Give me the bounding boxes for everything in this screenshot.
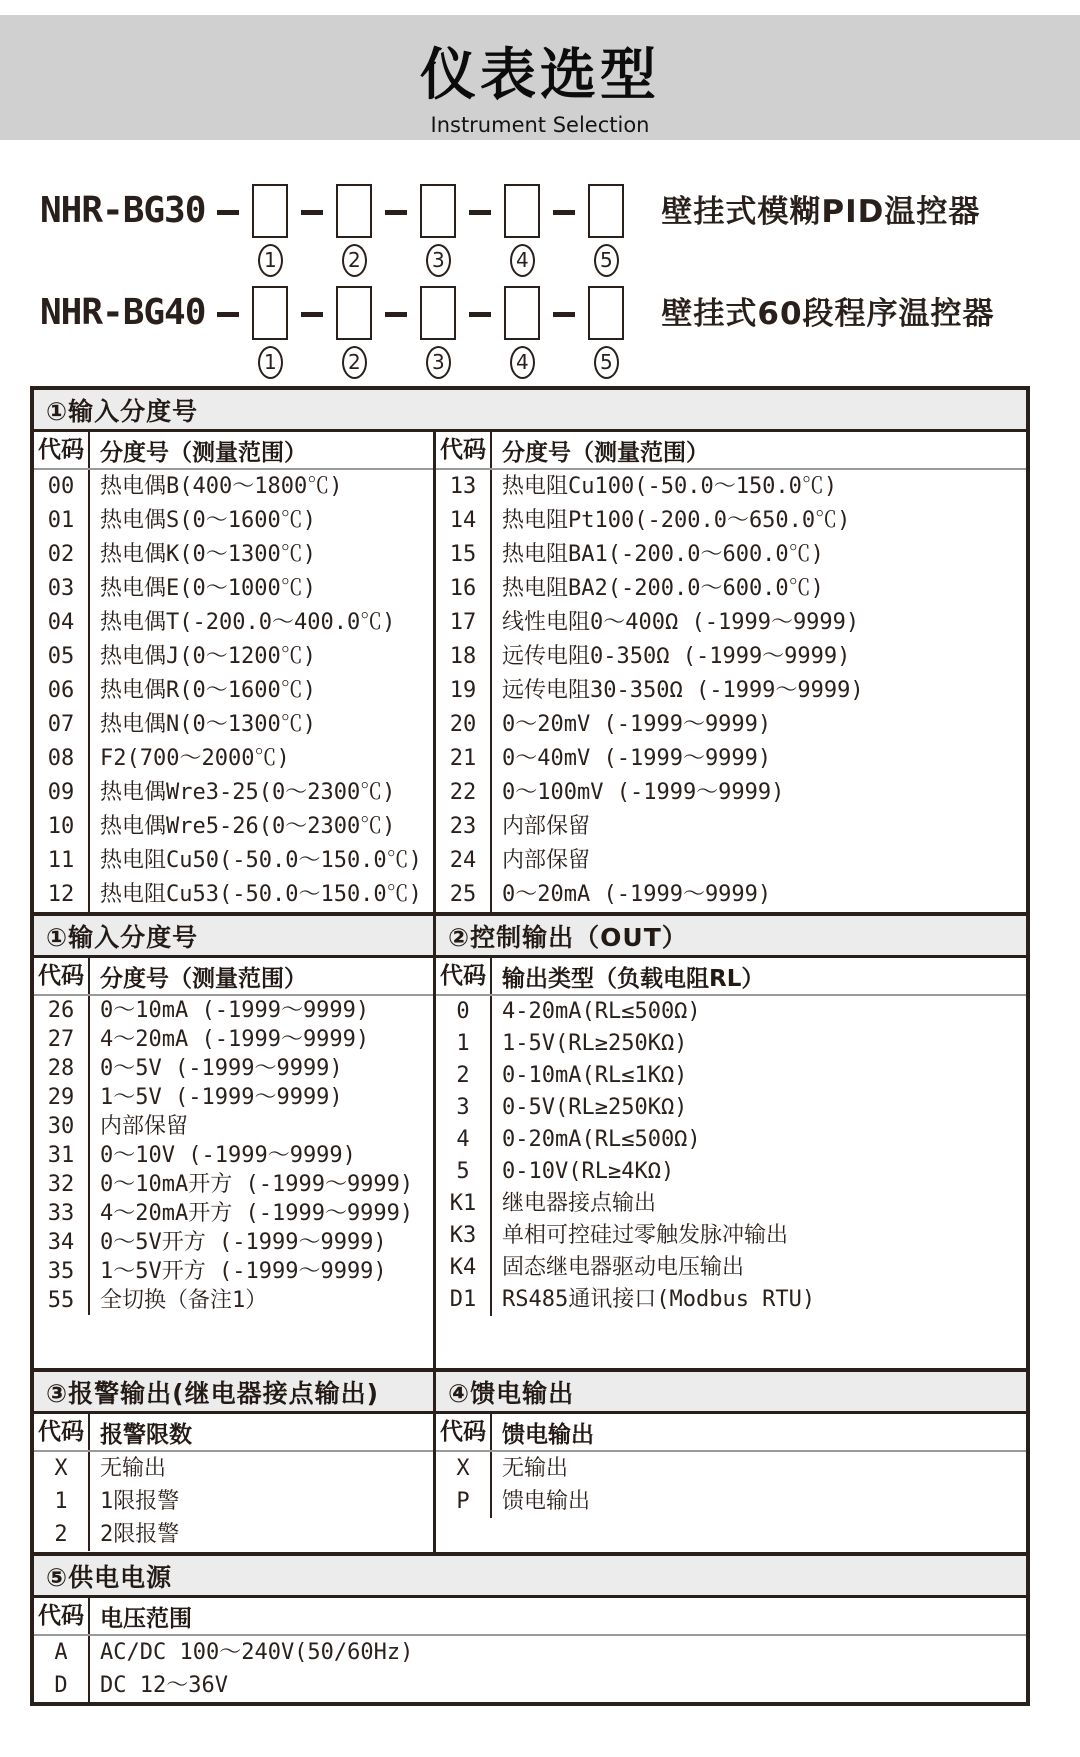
table-row	[34, 996, 433, 1025]
row-code: 00	[34, 470, 90, 504]
code-slot-1	[251, 286, 289, 379]
row-code: 31	[34, 1141, 90, 1170]
row-code: 04	[34, 606, 90, 640]
table-row	[34, 1286, 433, 1315]
table-row	[436, 810, 1026, 844]
column-header	[436, 1414, 1026, 1452]
sub-table-left	[34, 916, 436, 1368]
row-code: 21	[436, 742, 492, 776]
row-desc: 热电偶R(0～1600℃)	[100, 678, 316, 703]
section-input-scale-1	[34, 390, 1026, 912]
row-code: 17	[436, 606, 492, 640]
row-code: D1	[436, 1284, 492, 1316]
row-desc: 1～5V开方 (-1999～9999)	[100, 1259, 387, 1284]
dash	[469, 210, 491, 215]
model-name: NHR-BG30	[40, 190, 206, 231]
row-desc: 固态继电器驱动电压输出	[502, 1255, 745, 1280]
row-code: 01	[34, 504, 90, 538]
table-row	[34, 1170, 433, 1199]
row-desc: 无输出	[502, 1456, 569, 1481]
table-row	[436, 776, 1026, 810]
row-code: 05	[34, 640, 90, 674]
row-desc: 0～10mA开方 (-1999～9999)	[100, 1172, 414, 1197]
slot-number-badge: 3	[426, 346, 451, 379]
desc-column-header: 分度号（测量范围）	[502, 439, 709, 466]
model-row-bg40	[40, 286, 1080, 382]
row-desc: F2(700～2000℃)	[100, 746, 290, 771]
table-rows	[436, 470, 1026, 912]
row-desc: 热电偶S(0～1600℃)	[100, 508, 316, 533]
row-code: 13	[436, 470, 492, 504]
table-rows	[34, 996, 433, 1368]
row-code: 07	[34, 708, 90, 742]
row-code: 3	[436, 1092, 492, 1124]
desc-column-header: 输出类型（负载电阻RL）	[502, 965, 765, 992]
slot-number-badge: 3	[426, 244, 451, 277]
section-header	[34, 390, 1026, 432]
row-desc: 热电阻Cu50(-50.0～150.0℃)	[100, 848, 422, 873]
row-code: X	[436, 1452, 492, 1485]
table-row	[436, 878, 1026, 912]
slot-number-badge: 4	[510, 244, 535, 277]
section-header	[436, 1372, 1026, 1414]
row-code: 5	[436, 1156, 492, 1188]
table-row	[34, 1485, 433, 1518]
row-code: 30	[34, 1112, 90, 1141]
table-row	[34, 572, 433, 606]
dash	[301, 210, 323, 215]
code-column-header: 代码	[34, 1598, 90, 1634]
code-box	[336, 286, 372, 340]
model-code-diagrams	[40, 184, 1080, 382]
row-desc: 热电偶Wre3-25(0～2300℃)	[100, 780, 396, 805]
code-slot-3	[419, 184, 457, 277]
row-code: 22	[436, 776, 492, 810]
table-row	[436, 996, 1026, 1028]
code-box	[504, 184, 540, 238]
row-code: 14	[436, 504, 492, 538]
column-header	[436, 432, 1026, 470]
section-title: ⑤供电电源	[46, 1562, 173, 1592]
row-code: 2	[436, 1060, 492, 1092]
table-row	[436, 1092, 1026, 1124]
model-row-bg30	[40, 184, 1080, 280]
code-column-header: 代码	[436, 958, 492, 994]
row-desc: 1限报警	[100, 1489, 180, 1514]
row-code: 02	[34, 538, 90, 572]
table-row	[34, 708, 433, 742]
table-row	[34, 1083, 433, 1112]
row-code: 32	[34, 1170, 90, 1199]
table-row	[436, 674, 1026, 708]
section-header	[34, 916, 433, 958]
row-desc: 馈电输出	[502, 1489, 591, 1514]
section-title: ④馈电输出	[448, 1378, 575, 1408]
code-box	[420, 286, 456, 340]
code-box	[420, 184, 456, 238]
table-row	[34, 538, 433, 572]
slot-number-badge: 1	[258, 346, 283, 379]
sub-table-right	[436, 1372, 1026, 1552]
row-desc: 0～100mV (-1999～9999)	[502, 780, 785, 805]
sub-table-left	[34, 1372, 436, 1552]
table-row	[436, 470, 1026, 504]
table-row	[436, 572, 1026, 606]
table-row	[436, 504, 1026, 538]
table-row	[436, 1156, 1026, 1188]
row-desc: 远传电阻0-350Ω (-1999～9999)	[502, 644, 851, 669]
row-desc: 热电阻Pt100(-200.0～650.0℃)	[502, 508, 851, 533]
row-code: 55	[34, 1286, 90, 1315]
row-desc: 2限报警	[100, 1522, 180, 1547]
row-code: 10	[34, 810, 90, 844]
code-box	[588, 184, 624, 238]
row-desc: 4～20mA开方 (-1999～9999)	[100, 1201, 414, 1226]
table-row	[34, 1112, 433, 1141]
row-desc: 热电偶E(0～1000℃)	[100, 576, 316, 601]
row-code: 19	[436, 674, 492, 708]
row-desc: 热电偶Wre5-26(0～2300℃)	[100, 814, 396, 839]
table-row	[436, 742, 1026, 776]
row-desc: 热电阻BA2(-200.0～600.0℃)	[502, 576, 824, 601]
slot-number-badge: 4	[510, 346, 535, 379]
dash	[385, 312, 407, 317]
row-code: 2	[34, 1518, 90, 1551]
row-code: 03	[34, 572, 90, 606]
table-row	[34, 640, 433, 674]
table-row	[436, 640, 1026, 674]
row-code: 16	[436, 572, 492, 606]
model-name: NHR-BG40	[40, 292, 206, 333]
row-desc: 热电偶T(-200.0～400.0℃)	[100, 610, 396, 635]
dash	[553, 312, 575, 317]
row-desc: 热电阻Cu53(-50.0～150.0℃)	[100, 882, 422, 907]
row-desc: 0-10V(RL≥4KΩ)	[502, 1159, 675, 1184]
row-code: 4	[436, 1124, 492, 1156]
table-row	[34, 878, 433, 912]
dash	[469, 312, 491, 317]
row-desc: 热电偶N(0～1300℃)	[100, 712, 316, 737]
section-title: ①输入分度号	[46, 396, 199, 426]
row-desc: 内部保留	[100, 1114, 189, 1139]
table-row	[34, 470, 433, 504]
row-desc: 热电偶K(0～1300℃)	[100, 542, 316, 567]
table-row	[34, 742, 433, 776]
row-code: D	[34, 1669, 90, 1702]
page-root	[0, 15, 1080, 1757]
row-desc: 继电器接点输出	[502, 1191, 657, 1216]
section-power-supply	[34, 1552, 1026, 1702]
table-rows	[34, 1452, 433, 1552]
row-code: 0	[436, 996, 492, 1028]
row-code: 34	[34, 1228, 90, 1257]
model-description: 壁挂式60段程序温控器	[661, 296, 995, 332]
table-row	[436, 1060, 1026, 1092]
row-code: 20	[436, 708, 492, 742]
table-row	[436, 1124, 1026, 1156]
row-desc: 内部保留	[502, 848, 591, 873]
table-row	[34, 776, 433, 810]
row-desc: 0-20mA(RL≤500Ω)	[502, 1127, 701, 1152]
code-box	[252, 184, 288, 238]
section-header	[34, 1556, 1026, 1598]
sub-table-right	[436, 916, 1026, 1368]
column-header	[34, 1414, 433, 1452]
column-header	[436, 958, 1026, 996]
dash	[217, 312, 239, 317]
slot-number-badge: 2	[342, 346, 367, 379]
row-desc: 热电偶B(400～1800℃)	[100, 474, 343, 499]
code-column-header: 代码	[34, 958, 90, 994]
code-slot-2	[335, 184, 373, 277]
row-code: 15	[436, 538, 492, 572]
section-header	[436, 916, 1026, 958]
row-desc: RS485通讯接口(Modbus RTU)	[502, 1287, 816, 1312]
table-row	[436, 606, 1026, 640]
row-desc: 4-20mA(RL≤500Ω)	[502, 999, 701, 1024]
row-desc: DC 12～36V	[100, 1673, 228, 1698]
selection-table	[30, 386, 1030, 1706]
row-code: K1	[436, 1188, 492, 1220]
table-row	[436, 1188, 1026, 1220]
table-row	[34, 1669, 1026, 1702]
row-code: 18	[436, 640, 492, 674]
row-desc: 0-10mA(RL≤1KΩ)	[502, 1063, 688, 1088]
code-slot-4	[503, 286, 541, 379]
slot-number-badge: 1	[258, 244, 283, 277]
table-row	[34, 504, 433, 538]
table-row	[34, 1228, 433, 1257]
code-column-header: 代码	[436, 432, 492, 468]
sub-table-left	[34, 432, 436, 912]
row-code: 26	[34, 996, 90, 1025]
row-code: A	[34, 1636, 90, 1669]
row-desc: 1-5V(RL≥250KΩ)	[502, 1031, 688, 1056]
row-desc: 0～10V (-1999～9999)	[100, 1143, 356, 1168]
dash	[385, 210, 407, 215]
page-title: 仪表选型	[420, 43, 660, 108]
table-row	[34, 1054, 433, 1083]
table-row	[34, 810, 433, 844]
table-row	[34, 1636, 1026, 1669]
row-desc: 远传电阻30-350Ω (-1999～9999)	[502, 678, 864, 703]
row-code: 1	[436, 1028, 492, 1060]
table-row	[34, 1257, 433, 1286]
dash	[301, 312, 323, 317]
model-description: 壁挂式模糊PID温控器	[661, 194, 981, 230]
code-box	[588, 286, 624, 340]
row-code: 06	[34, 674, 90, 708]
section-title: ②控制输出（OUT）	[448, 922, 688, 952]
sub-table-right	[436, 432, 1026, 912]
table-row	[34, 1518, 433, 1551]
table-row	[436, 1028, 1026, 1060]
code-slot-1	[251, 184, 289, 277]
table-row	[34, 606, 433, 640]
row-code: 23	[436, 810, 492, 844]
row-code: 24	[436, 844, 492, 878]
section-alarm-and-feed-output	[34, 1368, 1026, 1552]
row-code: K4	[436, 1252, 492, 1284]
slot-number-badge: 5	[594, 346, 619, 379]
desc-column-header: 馈电输出	[502, 1421, 594, 1448]
row-desc: 0～10mA (-1999～9999)	[100, 998, 370, 1023]
row-desc: 0～5V (-1999～9999)	[100, 1056, 343, 1081]
desc-column-header: 分度号（测量范围）	[100, 439, 307, 466]
row-code: 33	[34, 1199, 90, 1228]
row-desc: 0～20mA (-1999～9999)	[502, 882, 772, 907]
row-desc: 0～5V开方 (-1999～9999)	[100, 1230, 387, 1255]
code-column-header: 代码	[436, 1414, 492, 1450]
row-code: K3	[436, 1220, 492, 1252]
table-row	[436, 538, 1026, 572]
row-code: 29	[34, 1083, 90, 1112]
section-title: ③报警输出(继电器接点输出)	[46, 1378, 380, 1408]
table-row	[436, 708, 1026, 742]
row-code: X	[34, 1452, 90, 1485]
row-code: 25	[436, 878, 492, 912]
row-desc: 1～5V (-1999～9999)	[100, 1085, 343, 1110]
code-box	[252, 286, 288, 340]
section-title: ①输入分度号	[46, 922, 199, 952]
row-desc: 全切换（备注1）	[100, 1288, 268, 1313]
row-desc: 4～20mA (-1999～9999)	[100, 1027, 370, 1052]
desc-column-header: 报警限数	[100, 1421, 192, 1448]
row-desc: 热电阻Cu100(-50.0～150.0℃)	[502, 474, 838, 499]
code-column-header: 代码	[34, 1414, 90, 1450]
row-code: P	[436, 1485, 492, 1518]
table-rows	[436, 996, 1026, 1368]
row-code: 1	[34, 1485, 90, 1518]
column-header	[34, 1598, 1026, 1636]
table-row	[436, 1485, 1026, 1518]
dash	[217, 210, 239, 215]
row-desc: 线性电阻0～400Ω (-1999～9999)	[502, 610, 860, 635]
code-slot-3	[419, 286, 457, 379]
table-row	[34, 1141, 433, 1170]
code-box	[336, 184, 372, 238]
page-subtitle: Instrument Selection	[430, 113, 650, 137]
table-row	[436, 1252, 1026, 1284]
table-row	[436, 1220, 1026, 1252]
table-rows	[34, 470, 433, 912]
table-row	[436, 844, 1026, 878]
row-code: 27	[34, 1025, 90, 1054]
row-desc: 0～40mV (-1999～9999)	[502, 746, 772, 771]
row-code: 35	[34, 1257, 90, 1286]
row-desc: 0-5V(RL≥250KΩ)	[502, 1095, 688, 1120]
title-band	[0, 15, 1080, 140]
code-slot-5	[587, 184, 625, 277]
table-row	[34, 1199, 433, 1228]
table-row	[34, 1025, 433, 1054]
row-code: 11	[34, 844, 90, 878]
table-row	[436, 1284, 1026, 1316]
row-desc: 0～20mV (-1999～9999)	[502, 712, 772, 737]
section-header	[34, 1372, 433, 1414]
row-desc: 单相可控硅过零触发脉冲输出	[502, 1223, 789, 1248]
slot-number-badge: 2	[342, 244, 367, 277]
table-rows	[34, 1636, 1026, 1702]
table-rows	[436, 1452, 1026, 1552]
section-input-scale-2-and-control-output	[34, 912, 1026, 1368]
slot-number-badge: 5	[594, 244, 619, 277]
column-header	[34, 432, 433, 470]
row-code: 12	[34, 878, 90, 912]
code-slot-4	[503, 184, 541, 277]
row-desc: 热电阻BA1(-200.0～600.0℃)	[502, 542, 824, 567]
row-code: 08	[34, 742, 90, 776]
desc-column-header: 分度号（测量范围）	[100, 965, 307, 992]
row-desc: 无输出	[100, 1456, 167, 1481]
row-code: 09	[34, 776, 90, 810]
code-slot-2	[335, 286, 373, 379]
row-code: 28	[34, 1054, 90, 1083]
table-row	[34, 1452, 433, 1485]
column-header	[34, 958, 433, 996]
code-slot-5	[587, 286, 625, 379]
dash	[553, 210, 575, 215]
table-row	[436, 1452, 1026, 1485]
table-row	[34, 674, 433, 708]
desc-column-header: 电压范围	[100, 1605, 192, 1632]
row-desc: AC/DC 100～240V(50/60Hz)	[100, 1640, 414, 1665]
code-box	[504, 286, 540, 340]
table-row	[34, 844, 433, 878]
row-desc: 热电偶J(0～1200℃)	[100, 644, 316, 669]
row-desc: 内部保留	[502, 814, 591, 839]
code-column-header: 代码	[34, 432, 90, 468]
